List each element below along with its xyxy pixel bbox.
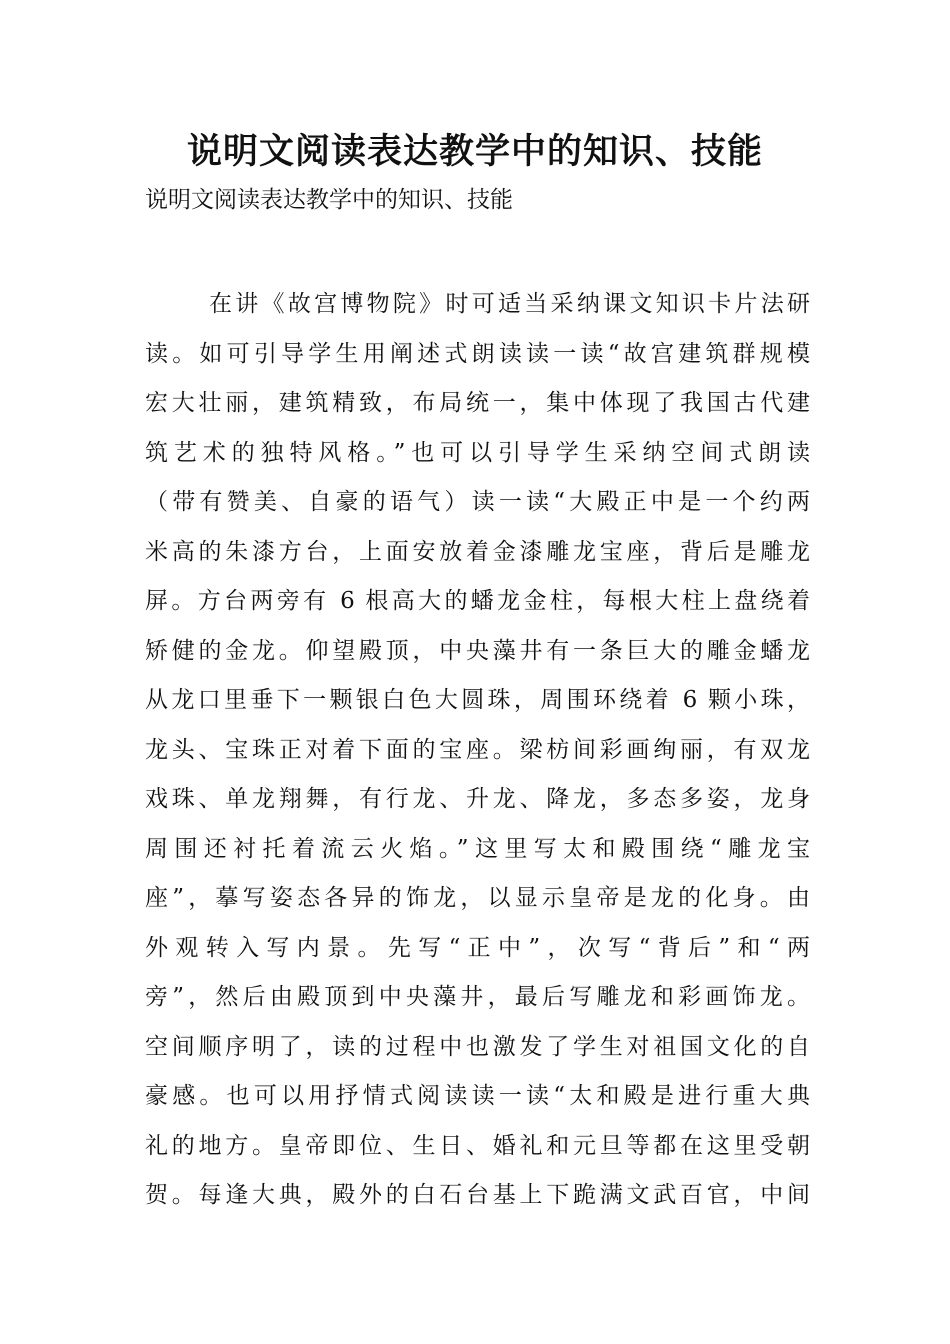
- text-line: 戏珠、单龙翔舞，有行龙、升龙、降龙，多态多姿，龙身: [145, 786, 810, 812]
- text-line: 米高的朱漆方台，上面安放着金漆雕龙宝座，背后是雕龙: [145, 538, 810, 565]
- text-line: 矫健的金龙。仰望殿顶，中央藻井有一条巨大的雕金蟠龙: [145, 637, 810, 664]
- text-line: 从龙口里垂下一颗银白色大圆珠，周围环绕着 6 颗小珠，: [145, 687, 810, 713]
- text-line: 贺。每逢大典，殿外的白石台基上下跪满文武百官，中间: [145, 1182, 810, 1208]
- document-title: 说明文阅读表达教学中的知识、技能: [186, 131, 763, 172]
- text-line: 外观转入写内景。先写“正中”，次写“背后”和“两: [145, 934, 810, 961]
- text-line: 筑艺术的独特风格。”也可以引导学生采纳空间式朗读: [145, 439, 810, 466]
- text-line: 屏。方台两旁有 6 根高大的蟠龙金柱，每根大柱上盘绕着: [145, 588, 810, 614]
- document-subtitle: 说明文阅读表达教学中的知识、技能: [145, 187, 513, 213]
- text-line: 读。如可引导学生用阐述式朗读读一读“故宫建筑群规模: [145, 340, 810, 367]
- text-line: 座”，摹写姿态各异的饰龙，以显示皇帝是龙的化身。由: [145, 885, 810, 911]
- text-line: 在讲《故宫博物院》时可适当采纳课文知识卡片法研: [209, 291, 810, 317]
- text-line: 礼的地方。皇帝即位、生日、婚礼和元旦等都在这里受朝: [145, 1132, 810, 1159]
- text-line: 旁”，然后由殿顶到中央藻井，最后写雕龙和彩画饰龙。: [145, 984, 810, 1010]
- text-line: 龙头、宝珠正对着下面的宝座。梁枋间彩画绚丽，有双龙: [145, 736, 810, 763]
- text-line: 宏大壮丽，建筑精致，布局统一，集中体现了我国古代建: [145, 390, 810, 416]
- text-line: 空间顺序明了，读的过程中也激发了学生对祖国文化的自: [145, 1033, 810, 1060]
- text-line: 周围还衬托着流云火焰。”这里写太和殿围绕“雕龙宝: [145, 835, 810, 862]
- text-line: 豪感。也可以用抒情式阅读读一读“太和殿是进行重大典: [145, 1083, 810, 1109]
- text-line: （带有赞美、自豪的语气）读一读“大殿正中是一个约两: [145, 489, 810, 515]
- body-paragraph: [145, 280, 810, 1221]
